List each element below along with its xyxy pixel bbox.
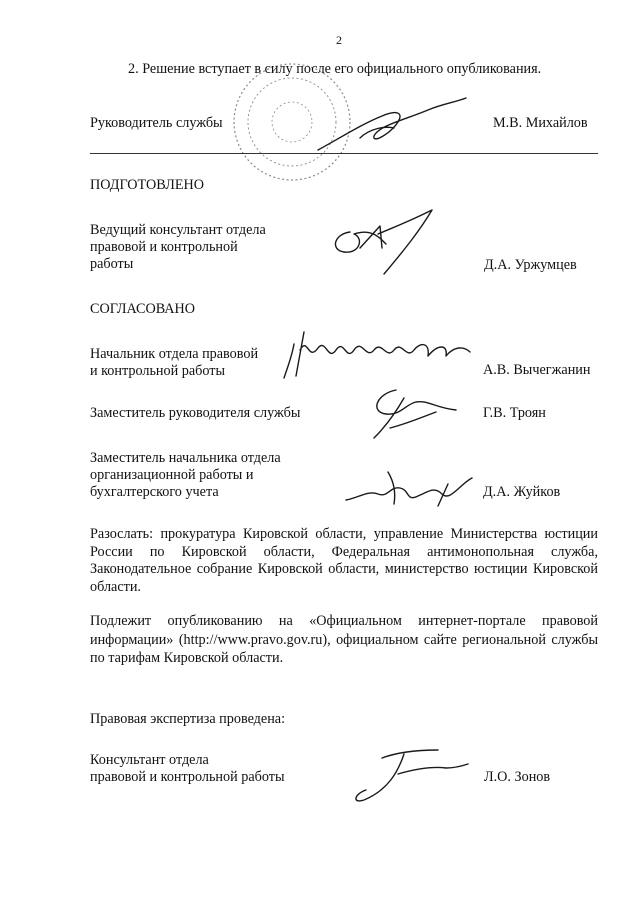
prepared-name: Д.А. Уржумцев [484, 257, 577, 273]
expertise-position-line-2: правовой и контрольной работы [90, 769, 285, 785]
distribution-list: Разослать: прокуратура Кировской области, управление Министерства юстиции России по Кировской области, Федеральная антимонопольная служба, Законодательное собрание Кировской области, министерство юстиции Кировской области. [90, 526, 598, 596]
prepared-heading: ПОДГОТОВЛЕНО [90, 177, 204, 193]
signature-head-icon [300, 98, 470, 160]
signature-agreed-1-icon [278, 326, 478, 382]
agreed-signer-1-position-line-1: Начальник отдела правовой [90, 346, 259, 362]
expertise-name: Л.О. Зонов [484, 769, 551, 785]
signature-agreed-3-icon [338, 464, 478, 512]
head-position: Руководитель службы [90, 115, 223, 131]
signature-prepared-icon [320, 204, 440, 278]
decision-clause: 2. Решение вступает в силу после его официального опубликования. [128, 61, 542, 77]
prepared-position-line-1: Ведущий консультант отдела [90, 222, 266, 238]
signature-expertise-icon [342, 744, 472, 810]
publication-notice: Подлежит опубликованию на «Официальном интернет-портале правовой информации» (http://www.pravo.gov.ru), официальном сайте региональной службы по тарифам Кировской области. [90, 613, 598, 666]
agreed-signer-1-name: А.В. Вычегжанин [483, 362, 591, 378]
page-number: 2 [336, 33, 342, 47]
signature-agreed-2-icon [356, 384, 466, 444]
agreed-heading: СОГЛАСОВАНО [90, 301, 196, 317]
prepared-position-line-3: работы [90, 256, 134, 272]
agreed-signer-2-position: Заместитель руководителя службы [90, 405, 301, 421]
expertise-statement: Правовая экспертиза проведена: [90, 711, 286, 727]
agreed-signer-3-position-line-3: бухгалтерского учета [90, 484, 219, 500]
prepared-position-line-2: правовой и контрольной [90, 239, 238, 255]
agreed-signer-3-name: Д.А. Жуйков [483, 484, 561, 500]
agreed-signer-1-position-line-2: и контрольной работы [90, 363, 225, 379]
expertise-position-line-1: Консультант отдела [90, 752, 209, 768]
agreed-signer-3-position-line-2: организационной работы и [90, 467, 254, 483]
agreed-signer-2-name: Г.В. Троян [483, 405, 546, 421]
agreed-signer-3-position-line-1: Заместитель начальника отдела [90, 450, 281, 466]
separator-line [90, 153, 598, 154]
head-name: М.В. Михайлов [493, 115, 588, 131]
